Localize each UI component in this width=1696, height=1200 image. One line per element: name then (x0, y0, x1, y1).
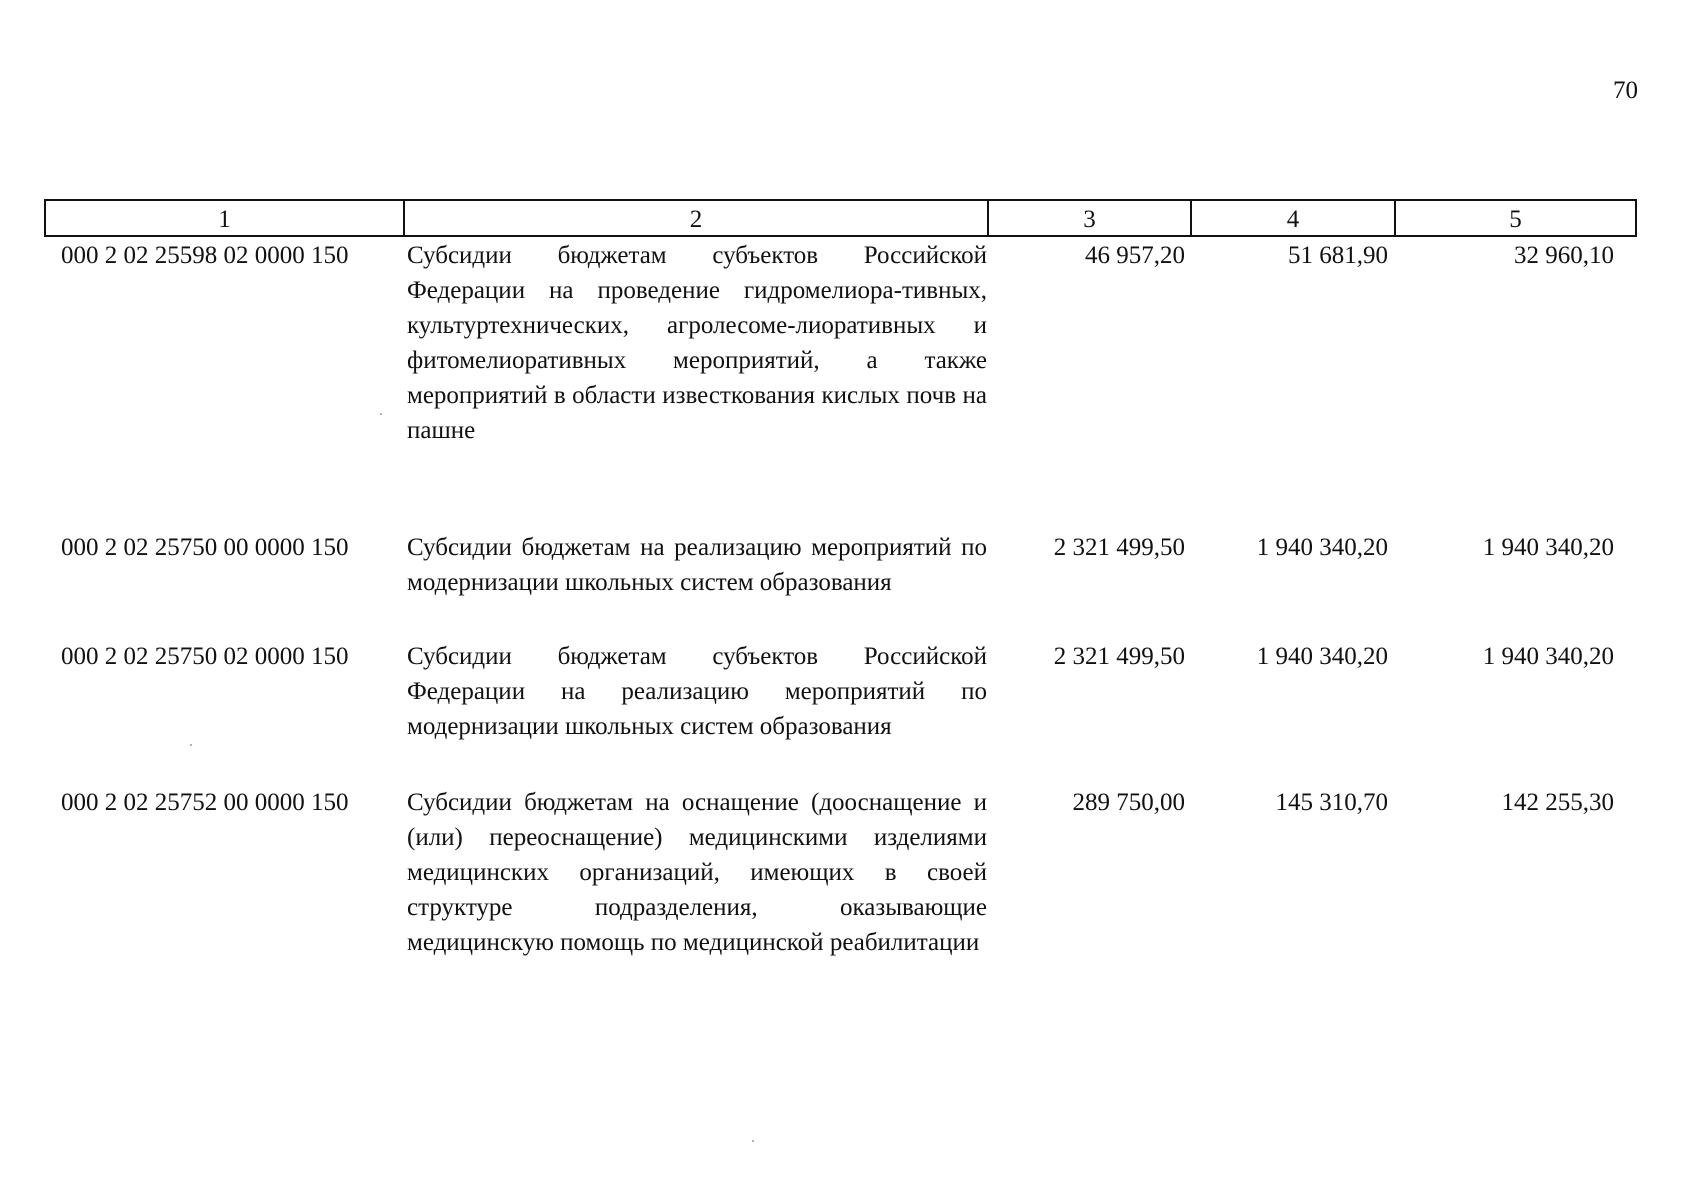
scan-speck (380, 413, 382, 415)
row-description: Субсидии бюджетам субъектов Российской Федерации на реализацию мероприятий по модернизации школьных систем образования (407, 643, 987, 740)
row-value-col5: 1 940 340,20 (1482, 643, 1614, 670)
row-value-col4: 51 681,90 (1288, 242, 1388, 269)
row-code: 000 2 02 25750 00 0000 150 (61, 534, 349, 561)
row-code: 000 2 02 25752 00 0000 150 (61, 789, 349, 816)
row-value-col5: 1 940 340,20 (1482, 534, 1614, 561)
header-col-3: 3 (987, 201, 1190, 235)
row-value-col3: 46 957,20 (1085, 242, 1185, 269)
row-code: 000 2 02 25750 02 0000 150 (61, 643, 349, 670)
row-value-col5: 32 960,10 (1514, 242, 1614, 269)
header-col-5: 5 (1394, 201, 1635, 235)
row-value-col3: 289 750,00 (1072, 789, 1185, 816)
scan-speck (190, 744, 192, 746)
row-value-col4: 145 310,70 (1275, 789, 1388, 816)
row-value-col3: 2 321 499,50 (1053, 643, 1185, 670)
header-col-2: 2 (403, 201, 987, 235)
row-value-col5: 142 255,30 (1501, 789, 1614, 816)
header-col-1: 1 (218, 206, 231, 233)
row-value-col3: 2 321 499,50 (1053, 534, 1185, 561)
row-description: Субсидии бюджетам на оснащение (дооснащение и (или) переоснащение) медицинскими изделиями медицинских организаций, имеющих в своей структуре подразделения, оказывающие медицинскую помощь по медицинской реабилитации (407, 789, 987, 956)
row-description: Субсидии бюджетам на реализацию мероприятий по модернизации школьных систем образования (407, 534, 987, 596)
scan-speck (752, 1140, 754, 1142)
row-code: 000 2 02 25598 02 0000 150 (61, 242, 349, 269)
header-col-4: 4 (1190, 201, 1394, 235)
row-description: Субсидии бюджетам субъектов Российской Федерации на проведение гидромелиора-тивных, культуртехнических, агролесоме-лиоративных и фитомелиоративных мероприятий, а также мероприятий в области известкования кислых почв на пашне (407, 242, 987, 444)
table-header-row (44, 199, 1637, 237)
page-number: 70 (1613, 77, 1638, 104)
row-value-col4: 1 940 340,20 (1256, 643, 1388, 670)
row-value-col4: 1 940 340,20 (1256, 534, 1388, 561)
